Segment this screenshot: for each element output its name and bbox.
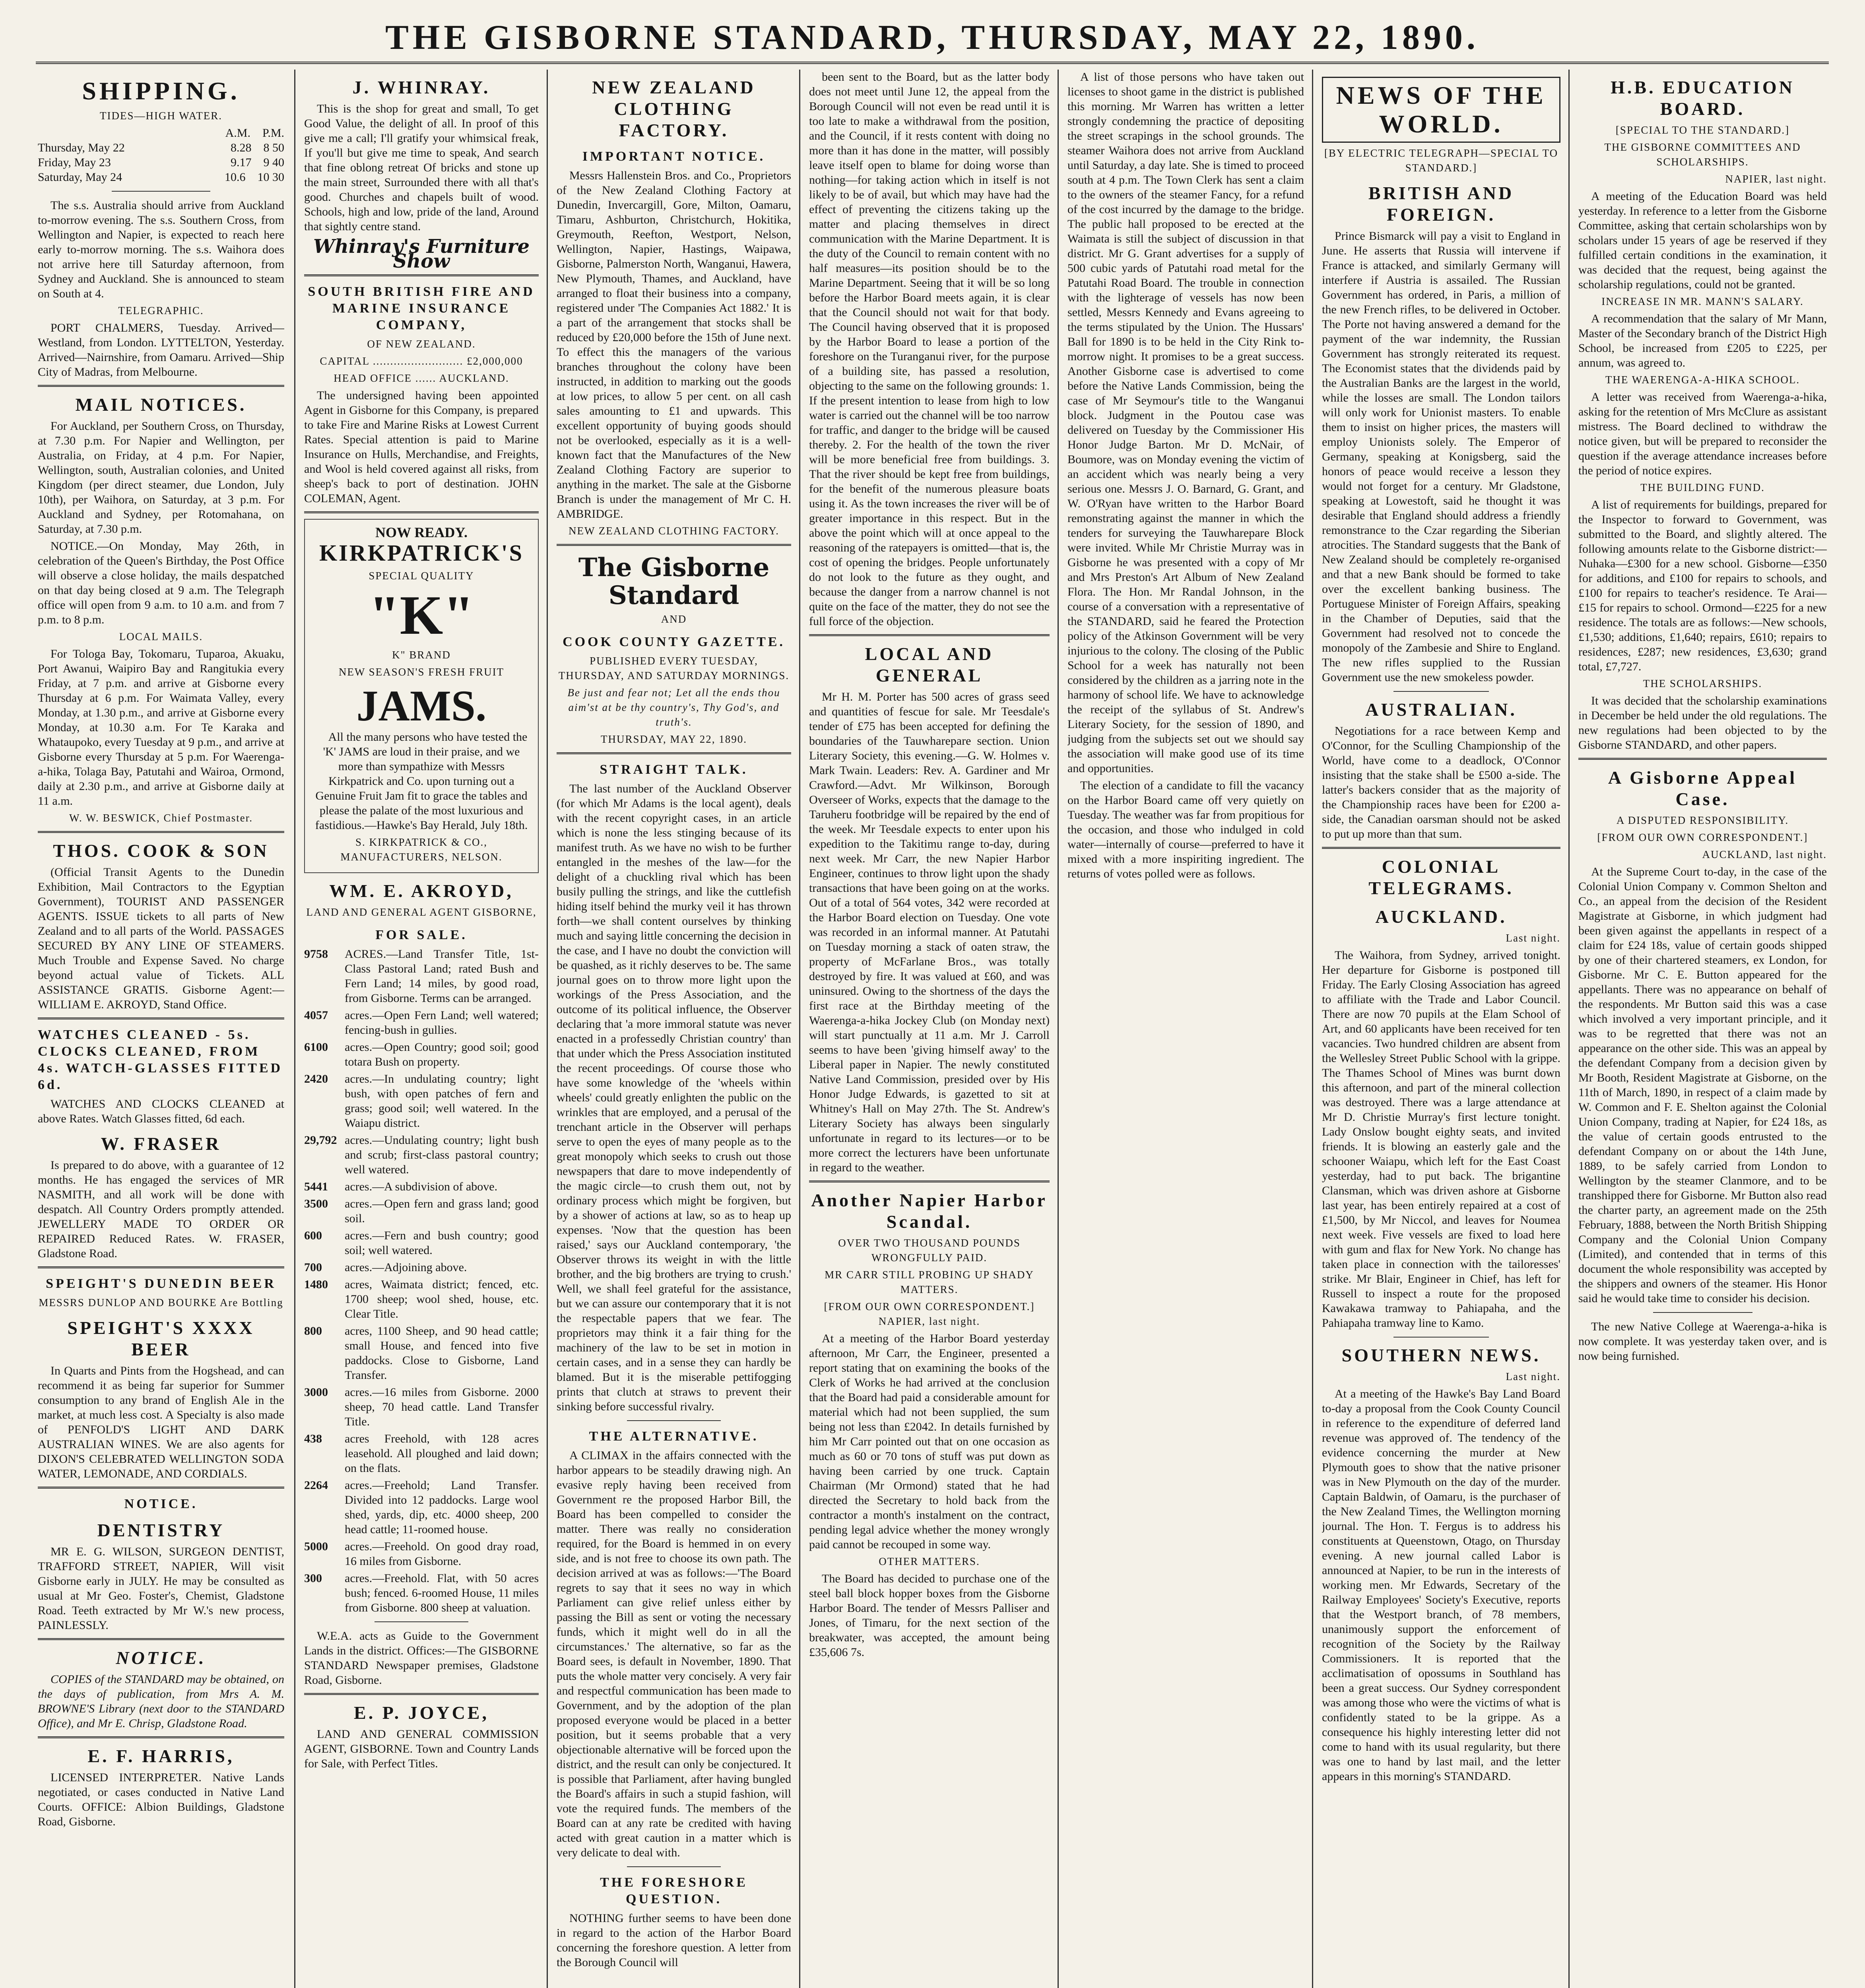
column-1: [38, 70, 284, 1988]
land-acreage: 800: [304, 1324, 322, 1338]
land-description: acres.—Freehold. Flat, with 50 acres bush; fenced. 6-roomed House, 11 miles from Gisborne. 800 sheep at valuation.: [345, 1572, 539, 1614]
column-rule: [294, 70, 295, 1988]
british-text: Prince Bismarck will pay a visit to England in June. He asserts that Russia will intervene if France is attacked, and similarly Germany will interfere if Austria is assailed. The Russian Government has ordered, in Paris, a million of the new French rifles, to be delivered in October. The Porte not having answered a demand for the payment of the war indemnity, the Russian Government has strongly reiterated its request. The Economist states that the dividends paid by the Australian Banks are the largest in the world, while the losses are small. The London tailors will only work for Unionist masters. To enable them to insist on higher prices, the masters will employ Unionists solely. The Emperor of Germany, speaking at Konigsberg, said the honors of peace would receive a lesson they would not forget for a century. Mr Gladstone, speaking at Lowestoft, said he thought it was desirable that England should address a friendly remonstrance to the Czar regarding the Siberian atrocities. The Standard suggests that the Bank of New Zealand should be completely re-organised and that a new Bank should be formed to take over the excellent banking business. The Portuguese Minister of Foreign Affairs, speaking in the Chamber of Deputies, said that the Government had resolved not to concede the monopoly of the Zambesie and Shire to England. The new rifles supplied to the Russian Government use the new smokeless powder.: [1322, 229, 1560, 684]
tides-pm-label: P.M.: [262, 126, 284, 140]
appeal-text: At the Supreme Court to-day, in the case of the Colonial Union Company v. Common Shelton and Co., an appeal from the decision of the Resident Magistrate at Gisborne, in which judgment had been given against the appellants in respect of a claim for £24 18s, value of certain goods shipped by one of their chartered steamers, ex London, for Gisborne. Mr C. E. Button appeared for the appellants. There was no appearance on behalf of the respondents. Mr Button said this was a case which involved a very important principle, and it was to be regretted that there was not an appearance on the other side. This was an appeal by the defendant Company from a decision given by Mr Booth, Resident Magistrate at Gisborne, on the 11th of March, 1890, in respect of a claim made by W. Common and F. E. Shelton against the Colonial Union Company, trading at Napier, for £24 18s, as the value of certain goods entrusted to the defendant Company on or about the 14th June, 1889, to be safely carried from London to Wellington by the steamer Clanmore, and to be transhipped there for Gisborne. Mr Button also read the charter party, an agreement made on the 25th February, 1888, between the North British Shipping Company and the Colonial Union Company (Limited), and contended that in terms of this document the whole responsibility was accepted by the shippers and owners of the steamer. His Honor said he would take time to consider his decision.: [1578, 865, 1827, 1305]
insurance-office: HEAD OFFICE ...... AUCKLAND.: [334, 372, 509, 384]
k-brand: K" BRAND: [392, 649, 451, 661]
insurance-heading: SOUTH BRITISH FIRE AND MARINE INSURANCE COMPANY,: [308, 284, 535, 332]
nz-clothing-footer: NEW ZEALAND CLOTHING FACTORY.: [569, 525, 779, 537]
speight-sub: MESSRS DUNLOP AND BOURKE Are Bottling: [39, 1297, 283, 1309]
land-acreage: 1480: [304, 1278, 328, 1291]
for-sale-heading: FOR SALE.: [375, 928, 468, 942]
waerenga-text: A letter was received from Waerenga-a-hika, asking for the retention of Mrs McClure as assistant mistress. The Board declined to withdraw the notice given, but will be prepared to reconsider the question if the average attendance increases before the period of notice expires.: [1578, 390, 1827, 477]
land-acreage: 6100: [304, 1041, 328, 1054]
land-listing: [304, 1431, 539, 1475]
other-matters-heading: OTHER MATTERS.: [879, 1555, 980, 1567]
straight-talk-text: The last number of the Auckland Observer (for which Mr Adams is the local agent), deals with the recent copyright cases, in an article which is none the less stinging because of its manifest truth. As we have no wish to be further entangled in the meshes of the law—for the delight of a chuckling rival which has been busily pulling the strings, and like the cuttlefish hiding itself behind the murky veil it has thrown forth—we shall content ourselves by thinking much and saying little concerning the decision in the case, and I have no doubt the conviction will be quashed, as it richly deserves to be. The same journal goes on to throw more light upon the workings of the Press Association, and the outcome of its political influence, the Observer declaring that 'a more immoral statute was never enacted in a professedly Christian country' than that under which the Press Association instituted the recent proceedings. Of course those who have some knowledge of the 'wheels within wheels' could greatly enlighten the public on the wrinkles that are employed, and a perusal of the trenchant article in the Observer will perhaps serve to open the eyes of many people as to the great monopoly which seeks to crush out those newspapers that dare to move independently of the magic circle—to crush them out, not by ordinary process which might be forgiven, but by a shower of actions at law, so as to heap up expenses. 'Now that the question has been raised,' says our Auckland contemporary, 'the Observer throws its weight in with the little brother, and the big brothers are trying to crush.' Well, we shall feel grateful for the assistance, but we can assure our contemporary that it is not the respectable papers that we fear. The proprietors may think it a fair thing for the machinery of the law to be set in motion in certain cases, and in a sense they can hardly be blamed. But it is the miserable pettifogging prints that clutch at straws to prevent their sinking before successful rivalry.: [557, 782, 791, 1413]
land-description: acres.—Open Country; good soil; good totara Bush on property.: [345, 1041, 539, 1068]
land-listing: [304, 1008, 539, 1037]
land-description: acres Freehold, with 128 acres leasehold. All ploughed and laid down; on the flats.: [345, 1432, 539, 1475]
cook-text: (Official Transit Agents to the Dunedin Exhibition, Mail Contractors to the Egyptian Government), TOURIST AND PASSENGER AGENTS. ISSUE tickets to all parts of New Zealand and to all parts of the World. PASSAGES SECURED BY ANY LINE OF STEAMERS. Much Trouble and Expense Saved. No charge beyond actual value of Tickets. ALL ASSISTANCE GRATIS. Gisborne Agent:—WILLIAM E. AKROYD, Stand Office.: [38, 866, 284, 1011]
land-listing: [304, 1133, 539, 1177]
land-listing: [304, 1324, 539, 1382]
napier-sub: MR CARR STILL PROBING UP SHADY MATTERS.: [825, 1269, 1034, 1295]
land-listing: [304, 947, 539, 1006]
speight-heading: SPEIGHT'S DUNEDIN BEER: [46, 1276, 276, 1291]
auckland-text: The Waihora, from Sydney, arrived tonight. Her departure for Gisborne is postponed till Friday. The Early Closing Association has agreed to affiliate with the Trade and Labor Council. There are now 70 pupils at the Elam School of Art, and 60 applicants have been received for ten vacancies. Two hundred children are absent from the Wellesley Street Public School with la grippe. The Thames School of Mines was burnt down this afternoon, and part of the mineral collection was destroyed. There was a large attendance at Mr D. Christie Murray's first lecture tonight. Lady Onslow bought eighty seats, and invited friends. It is blowing an easterly gale and the schooner Waiapu, which left for the East Coast yesterday, had to put back. The brigantine Clansman, which was driven ashore at Gisborne last year, has been entirely repaired at a cost of £1,500, by Mr Niccol, and leaves for Noumea next week. Five vessels are fixed to load here with gum and flax for New York. No change has taken place in connection with the tailoresses' strike. Mr Blair, Engineer in Chief, has left for Russell to inspect a route for the proposed Kawakawa tramway to Pahiapaha, and the Pahiapaha tramway line to Kamo.: [1322, 949, 1560, 1330]
land-acreage: 5000: [304, 1540, 328, 1553]
land-listing: [304, 1196, 539, 1226]
column-rule: [1058, 70, 1059, 1988]
land-acreage: 600: [304, 1229, 322, 1242]
hb-napier: NAPIER, last night.: [1725, 173, 1827, 185]
land-acreage: 2420: [304, 1072, 328, 1085]
land-listing: [304, 1571, 539, 1615]
kirkpatrick-name: KIRKPATRICK'S: [319, 540, 524, 566]
land-listing: [304, 1260, 539, 1275]
tide-row: Saturday, May 24 10.6 10 30: [38, 171, 284, 184]
news-by: [BY ELECTRIC TELEGRAPH—SPECIAL TO STANDARD.]: [1324, 147, 1558, 174]
land-acreage: 29,792: [304, 1134, 337, 1147]
column-2: [304, 70, 539, 1988]
column-rule: [799, 70, 800, 1988]
land-description: acres.—Open fern and grass land; good soil.: [345, 1197, 539, 1225]
hb-sub: THE GISBORNE COMMITTEES AND SCHOLARSHIPS.: [1604, 141, 1801, 168]
british-heading: BRITISH AND FOREIGN.: [1368, 183, 1514, 225]
joyce-text: LAND AND GENERAL COMMISSION AGENT, GISBORNE. Town and Country Lands for Sale, with Perfect Titles.: [304, 1728, 539, 1770]
land-listing: [304, 1539, 539, 1569]
akroyd-heading: WM. E. AKROYD,: [329, 881, 514, 901]
jams-heading: JAMS.: [356, 681, 487, 730]
column-rule: [1312, 70, 1313, 1988]
published-line: PUBLISHED EVERY TUESDAY, THURSDAY, AND SATURDAY MORNINGS.: [558, 655, 790, 681]
column-3: [557, 70, 791, 1988]
column-6: [1322, 70, 1560, 1988]
other-matters-text: The Board has decided to purchase one of the steel ball block hopper boxes from the Gisborne Harbor Board. The tender of Messrs Palliser and Jones, of Timaru, for the next section of the breakwater, was accepted, the amount being £35,606 7s.: [809, 1572, 1050, 1659]
auckland-heading: AUCKLAND.: [1375, 907, 1507, 927]
waerenga-heading: THE WAERENGA-A-HIKA SCHOOL.: [1605, 374, 1800, 386]
land-description: acres.—In undulating country; light bush, with open patches of fern and grass; good soil; well watered. In the Waiapu district.: [345, 1072, 539, 1130]
fraser-text: Is prepared to do above, with a guarantee of 12 months. He has engaged the services of MR NASMITH, and all work will be done with despatch. All Country Orders promptly attended. JEWELLERY MADE TO ORDER OR REPAIRED Reduced Rates. W. FRASER, Gladstone Road.: [38, 1159, 284, 1260]
shipping-heading: SHIPPING.: [82, 77, 240, 105]
column-5: [1067, 70, 1304, 1988]
land-list: [304, 947, 539, 1615]
napier-heading: Another Napier Harbor Scandal.: [811, 1190, 1048, 1232]
land-listing: [304, 1179, 539, 1194]
notice-heading: NOTICE.: [124, 1497, 198, 1511]
kirkpatrick-ad: [304, 519, 539, 873]
mail-notices-heading: MAIL NOTICES.: [75, 394, 247, 415]
mail-text: NOTICE.—On Monday, May 26th, in celebration of the Queen's Birthday, the Post Office will observe a close holiday, the mails despatched on that day being closed at 9 a.m. The Telegraph office will open from 9 a.m. to 10 a.m. and from 7 p.m. to 8 p.m.: [38, 540, 284, 626]
land-listing: [304, 1072, 539, 1130]
insurance-sub: OF NEW ZEALAND.: [367, 338, 476, 350]
land-acreage: 3500: [304, 1197, 328, 1210]
harris-heading: E. F. HARRIS,: [87, 1746, 235, 1766]
hb-special: [SPECIAL TO THE STANDARD.]: [1615, 124, 1790, 136]
land-acreage: 700: [304, 1261, 322, 1274]
nameplate-sub: COOK COUNTY GAZETTE.: [563, 635, 785, 649]
notice-heading: NOTICE.: [116, 1648, 206, 1668]
land-listing: [304, 1277, 539, 1321]
foreshore-heading: THE FORESHORE QUESTION.: [600, 1875, 748, 1906]
nameplate-and: AND: [661, 613, 687, 625]
southern-text: At a meeting of the Hawke's Bay Land Board to-day a proposal from the Cook County Council in reference to the expenditure of deferred land revenue was approved of. The tendency of the evidence concerning the murder at New Plymouth goes to show that the native prisoner was in New Plymouth on the day of the murder. Captain Baldwin, of Oamaru, is the purchaser of the New Zealand Times, the Wellington morning journal. The Hon. T. Fergus is to address his constituents at Queenstown, Otago, on Thursday evening. A new journal called Labor is announced at Napier, to be run in the interests of working men. Mr Edwards, Secretary of the Railway Employees' Society's Executive, reports that the Westport branch, of 78 members, unanimously support the enforcement of recognition of the Society by the Railway Commissioners. It is reported that the acclimatisation of opossums in Southland has been a great success. Our Sydney correspondent was among those who were the victims of what is confidently stated to be la grippe. As a consequence his highly interesting letter did not come to hand with its usual regularity, but there was one to hand by last mail, and the letter appears in this morning's STANDARD.: [1322, 1387, 1560, 1783]
land-listing: [304, 1228, 539, 1258]
masthead: THE GISBORNE STANDARD, THURSDAY, MAY 22, 1890.: [36, 14, 1829, 64]
wea-text: W.E.A. acts as Guide to the Government Lands in the district. Offices:—The GISBORNE STANDARD Newspaper premises, Gladstone Road, Gisborne.: [304, 1629, 539, 1687]
tides-heading: TIDES—HIGH WATER.: [100, 110, 222, 122]
column-rule: [547, 70, 548, 1988]
article-text: been sent to the Board, but as the latter body does not meet until June 12, the appeal from the Borough Council will not even be read until it is too late to make a withdrawal from the position, and the Council, if it rests content with doing no more than it has done in the matter, will possibly leave itself open to blame for doing worse than nothing—for taking action which in itself is not likely to be of avail, but which may have had the effect of preventing the citizens taking up the matter and placing themselves in direct communication with the Marine Department. It is the duty of the Council to remain content with no half measures—its position should be to the Marine Department. Seeing that it will be so long before the Harbor Board meets again, it is clear that the Council should not wait for that body. The Council having observed that it is proposed by the Harbor Board to lease a portion of the foreshore on the Turanganui river, for the purpose of a building site, has passed a resolution, objecting to the same on the following grounds: 1. If the present intention to lease from high to low water is carried out the channel will be too narrow for traffic, and danger to the bridge will be caused thereby. 2. For the health of the town the river will be more beneficial free from buildings. 3. That the river should be kept free from buildings, for the benefit of the numerous pleasure boats using it. As the town increases the river will be of greater importance in this respect. But in the above the point which will at once appeal to the reasoning of the ratepayers is omitted—that is, the cost of opening the bridges. People unfortunately do not look to the future as they ought, and because the danger from a narrow channel is not quite on the face of the matter, they do not see the full force of the objection.: [809, 70, 1050, 628]
postmaster-signature: W. W. BESWICK, Chief Postmaster.: [69, 812, 253, 824]
colonial-heading: COLONIAL TELEGRAMS.: [1368, 856, 1514, 898]
k-letter: "K": [369, 584, 474, 646]
land-acreage: 438: [304, 1432, 322, 1445]
tide-row: Friday, May 23 9.17 9 40: [38, 156, 284, 169]
column-rule: [1568, 70, 1570, 1988]
cook-heading: THOS. COOK & SON: [53, 841, 269, 861]
napier-text: At a meeting of the Harbor Board yesterday afternoon, Mr Carr, the Engineer, presented a report stating that on examining the books of the Clerk of Works he had arrived at the conclusion that the Board had paid a considerable amount for material which had not been supplied, the sum being not less than £2042. In details furnished by him Mr Carr pointed out that on one occasion as much as 60 or 70 tons of stuff was put down as having been carried by one truck. Captain Chairman (Mr Ormond) stated that he had directed the Secretary to hold back from the contractor a month's instalment on the contract, pending legal advice whether the money wrongly paid cannot be recouped in some way.: [809, 1332, 1050, 1551]
auckland-last-night: Last night.: [1506, 932, 1560, 944]
land-description: acres.—16 miles from Gisborne. 2000 sheep, 70 head cattle. Land Transfer Title.: [345, 1386, 539, 1428]
insurance-capital: CAPITAL .......................... £2,000,000: [320, 355, 523, 367]
telegraphic-heading: TELEGRAPHIC.: [118, 305, 204, 316]
scholarships-heading: THE SCHOLARSHIPS.: [1643, 678, 1762, 689]
appeal-auckland: AUCKLAND, last night.: [1702, 848, 1827, 860]
tides-am-label: A.M.: [225, 126, 250, 140]
nameplate: The Gisborne Standard: [578, 553, 770, 610]
appeal-sub: A DISPUTED RESPONSIBILITY.: [1616, 814, 1789, 826]
foreshore-text: NOTHING further seems to have been done in regard to the action of the Harbor Board concerning the foreshore question. A letter from the Borough Council will: [557, 1912, 791, 1969]
dentistry-text: MR E. G. WILSON, SURGEON DENTIST, TRAFFORD STREET, NAPIER, Will visit Gisborne early in JULY. He may be consulted as usual at Mr Geo. Foster's, Chemist, Gladstone Road. Teeth extracted by Mr W.'s new process, PAINLESSLY.: [38, 1545, 284, 1632]
important-notice: IMPORTANT NOTICE.: [582, 149, 766, 164]
harris-text: LICENSED INTERPRETER. Native Lands negotiated, or cases conducted in Native Land Courts. OFFICE: Albion Buildings, Gladstone Road, Gisborne.: [38, 1771, 284, 1828]
tide-row: Thursday, May 22 8.28 8 50: [38, 141, 284, 154]
straight-talk-heading: STRAIGHT TALK.: [600, 762, 748, 777]
column-7: [1578, 70, 1827, 1988]
land-acreage: 4057: [304, 1009, 328, 1022]
shipping-text: The s.s. Australia should arrive from Auckland to-morrow evening. The s.s. Southern Cross, from Wellington and Napier, is expected to reach here early to-morrow morning. The s.s. Waihora does not arrive here till Saturday afternoon, from Sydney and Auckland. She is announced to steam on South at 4.: [38, 199, 284, 300]
column-4: [809, 70, 1050, 1988]
land-description: acres.—Adjoining above.: [345, 1261, 467, 1274]
local-mails-heading: LOCAL MAILS.: [119, 631, 203, 643]
copies-text: COPIES of the STANDARD may be obtained, on the days of publication, from Mrs A. M. BROWNE'S Library (next door to the STANDARD Office), and Mr E. Chrisp, Gladstone Road.: [38, 1673, 284, 1730]
australian-text: Negotiations for a race between Kemp and O'Connor, for the Sculling Championship of the World, have come to a deadlock, O'Connor insisting that the stake shall be £500 a-side. The latter's backers consider that as the majority of the Championship races have been for £200 a-side, the Canadian oarsman should not be asked to put up more than that sum.: [1322, 724, 1560, 841]
scholarships-text: It was decided that the scholarship examinations in December be held under the old regulations. The new regulations had been objected to by the Gisborne STANDARD, and other papers.: [1578, 694, 1827, 751]
land-description: acres, 1100 Sheep, and 90 head cattle; small House, and fenced into five paddocks. Close to Gisborne, Land Transfer.: [345, 1324, 539, 1382]
alternative-text: A CLIMAX in the affairs connected with the harbor appears to be steadily drawing nigh. An evasive reply having been received from Government re the proposed Harbor Bill, the Board has been compelled to consider the matter. There was really no consideration required, for the Board is hemmed in on every side, and is not free to choose its own path. The decision arrived at was as follows:—'The Board regrets to say that it sees no way in which Parliament can give relief unless either by passing the Bill as sent or voting the necessary funds, which it might well do in all the circumstances.' The alternative, so far as the Board sees, is default in November, 1890. That puts the whole matter very concisely. A very fair and respectful communication has been made to Government, and by the adoption of the plan proposed everyone would be placed in a better position, but it seems probable that a very objectionable alternative will be forced upon the district, and the result can only be conjectured. It is possible that Parliament, after having bungled the Board's affairs in such a stupid fashion, will vote the required funds. The members of the Board can at any rate be credited with having acted with great caution in a matter which is very delicate to deal with.: [557, 1449, 791, 1859]
land-acreage: 300: [304, 1572, 322, 1585]
motto: Be just and fear not; Let all the ends thou aim'st at be thy country's, Thy God's, and truth's.: [567, 687, 780, 728]
appeal-from: [FROM OUR OWN CORRESPONDENT.]: [1597, 831, 1808, 843]
increase-text: A recommendation that the salary of Mr Mann, Master of the Secondary branch of the District High School, be increased from £205 to £225, per annum, was agreed to.: [1578, 312, 1827, 369]
whinray-heading: J. WHINRAY.: [352, 77, 491, 97]
land-listing: [304, 1385, 539, 1429]
appeal-heading: A Gisborne Appeal Case.: [1608, 767, 1797, 809]
hb-education-heading: H.B. EDUCATION BOARD.: [1611, 77, 1795, 119]
mail-text: For Tologa Bay, Tokomaru, Tuparoa, Akuaku, Port Awanui, Waipiro Bay and Rangitukia every Friday, at 7 p.m. and arrive at Gisborne every Thursday at 6 p.m. For Waimata Valley, every Monday, at 1.30 p.m., and arrive at Gisborne every Monday, at 10.30 a.m. For Te Karaka and Whataupoko, every Tuesday at 9 p.m., and arrive at Gisborne every Thursday at 5 p.m. For Waerenga-a-hika, Tolaga Bay, Patutahi and Wairoa, Ormond, daily at 2.30 p.m., and arrive at Gisborne daily at 11 a.m.: [38, 647, 284, 808]
land-acreage: 3000: [304, 1386, 328, 1399]
native-college-text: The new Native College at Waerenga-a-hika is now complete. It was yesterday taken over, and is now being furnished.: [1578, 1320, 1827, 1363]
speight-text: In Quarts and Pints from the Hogshead, and can recommend it as being far superior for Summer consumption to any brand of English Ale in the market, at much less cost. A Specialty is also made of PENFOLD'S LIGHT AND DARK AUSTRALIAN WINES. We are also agents for DIXON'S CELEBRATED WELLINGTON SODA WATER, LEMONADE, AND CORDIALS.: [38, 1364, 284, 1480]
land-description: acres.—A subdivision of above.: [345, 1180, 498, 1193]
issue-date: THURSDAY, MAY 22, 1890.: [600, 733, 747, 745]
land-description: acres.—Fern and bush country; good soil; well watered.: [345, 1229, 539, 1257]
watches-text: WATCHES AND CLOCKS CLEANED at above Rates. Watch Glasses fitted, 6d each.: [38, 1097, 284, 1125]
land-acreage: 5441: [304, 1180, 328, 1193]
nz-clothing-heading: NEW ZEALAND CLOTHING FACTORY.: [592, 77, 756, 140]
nz-clothing-text: Messrs Hallenstein Bros. and Co., Proprietors of the New Zealand Clothing Factory at Dunedin, Invercargill, Gore, Milton, Oamaru, Timaru, Ashburton, Christchurch, Hokitika, Greymouth, Reefton, Westport, Nelson, Wellington, Napier, Hastings, Waipawa, Gisborne, Palmerston North, Wanganui, Hawera, New Plymouth, Thames, and Auckland, have arranged to float their business into a company, registered under 'The Companies Act 1882.' It is a part of the arrangement that stocks shall be reduced by £20,000 before the 15th of June next. To effect this the managers of the various branches throughout the colony have been instructed, in addition to marking out the goods at low prices, to allow 5 per cent. on all cash sales amounting to £1 and upwards. This excellent opportunity of buying goods should not be overlooked, especially as it is a well-known fact that the Manufactures of the New Zealand Clothing Factory are superior to anything in the market. The sale at the Gisborne Branch is under the management of Mr C. H. AMBRIDGE.: [557, 169, 791, 520]
watches-heading: WATCHES CLEANED - 5s. CLOCKS CLEANED, FROM 4s. WATCH-GLASSES FITTED 6d.: [38, 1027, 283, 1092]
local-general-heading: LOCAL AND GENERAL: [865, 644, 994, 685]
land-listing: [304, 1040, 539, 1069]
land-description: acres, Waimata district; fenced, etc. 1700 sheep; wool shed, house, etc. Clear Title.: [345, 1278, 539, 1320]
special-quality: SPECIAL QUALITY: [369, 570, 474, 582]
land-description: acres.—Open Fern Land; well watered; fencing-bush in gullies.: [345, 1009, 539, 1037]
whinray-poem: This is the shop for great and small, To get Good Value, the delight of all. In proof of this give me a call; I'll gratify your whimsical freak, If you'll but give me time to speak, And search that fine oblong retreat Of bricks and stone up the main street, Surrounded there with all that's good. Churches and chapels built of wood. Schools, high and low, pride of the land, Around that sightly centre stand.: [304, 102, 539, 233]
alternative-heading: THE ALTERNATIVE.: [589, 1429, 759, 1444]
tides-header-row: [38, 126, 284, 140]
fraser-heading: W. FRASER: [101, 1134, 221, 1154]
telegraphic-text: PORT CHALMERS, Tuesday. Arrived—Westland, from London. LYTTELTON, Yesterday. Arrived—Nairnshire, from Oamaru. Arrived—Ship City of Madras, from Melbourne.: [38, 321, 284, 379]
australian-heading: AUSTRALIAN.: [1365, 699, 1517, 720]
whinray-furniture-show: Whinray's Furniture Show: [313, 235, 530, 272]
dentistry-heading: DENTISTRY: [97, 1520, 225, 1540]
building-text: A list of requirements for buildings, prepared for the Inspector to forward to Government, was submitted to the Board, and slightly altered. The following amounts relate to the Gisborne district:—Nuhaka—£300 for a new school. Gisborne—£350 for additions, and £100 for repairs to schools, and £100 for repairs to teacher's residence. Te Arai—£15 for repairs to school. Ormond—£225 for a new residence. The totals are as follows:—New schools, £1,530; additions, £1,640; repairs, £610; repairs to residences, £287; new residences, £3,630; grand total, £7,727.: [1578, 498, 1827, 673]
southern-heading: SOUTHERN NEWS.: [1341, 1345, 1541, 1365]
land-acreage: 2264: [304, 1479, 328, 1492]
mail-text: For Auckland, per Southern Cross, on Thursday, at 7.30 p.m. For Napier and Wellington, per Australia, on Friday, at 4 p.m. For Napier, Wellington, south, Australian colonies, and United Kingdom (per direct steamer, due London, July 10th), per Waihora, on Saturday, at 3 p.m. For Auckland and Sydney, per Rotomahana, on Saturday, at 7.30 p.m.: [38, 419, 284, 536]
article-text: The election of a candidate to fill the vacancy on the Harbor Board came off very quietly on Tuesday. The weather was far from propitious for the occasion, and those who indulged in cold water—internally of course—preferred to have it mixed with a more inspiriting ingredient. The returns of votes polled were as follows.: [1067, 779, 1304, 880]
land-description: acres.—Freehold; Land Transfer. Divided into 12 paddocks. Large wool shed, yards, dip, etc. 4000 sheep, 200 head cattle; 11-roomed house.: [345, 1479, 539, 1536]
southern-last-night: Last night.: [1506, 1371, 1560, 1382]
land-description: acres.—Freehold. On good dray road, 16 miles from Gisborne.: [345, 1540, 539, 1568]
insurance-text: The undersigned having been appointed Agent in Gisborne for this Company, is prepared to take Fire and Marine Risks at Lowest Current Rates. Special attention is paid to Marine Insurance on Hulls, Merchandise, and Freights, and Wool is held covered against all risks, from sheep's back to port of destination. JOHN COLEMAN, Agent.: [304, 389, 539, 505]
akroyd-sub: LAND AND GENERAL AGENT GISBORNE,: [306, 906, 537, 918]
new-season: NEW SEASON'S FRESH FRUIT: [338, 666, 505, 678]
article-text: A list of those persons who have taken out licenses to shoot game in the district is published this morning. Mr Warren has written a letter strongly condemning the practice of depositing the street scrapings in the school grounds. The steamer Waihora does not arrive from Auckland until Saturday, a day late. She is timed to proceed south at 4 p.m. The Town Clerk has sent a claim to the owners of the steamer Fancy, for a refund of the cost incurred by the damage to the bridge. The public hall proposed to be erected at the Waimata is still the subject of discussion in that district. Mr G. Grant advertises for a supply of 500 cubic yards of Patutahi road metal for the Patutahi Road Board. The trouble in connection with the lighterage of vessels has now been settled, Messrs Kennedy and Evans agreeing to the terms stipulated by the Union. The Hussars' Ball for 1890 is to be held in the City Rink to-morrow night. It promises to be a great success. Another Gisborne case is advertised to come before the Native Lands Commission, being the case of Mr Seymour's title to the Wanganui block. Judgment in the Poutou case was delivered on Tuesday by the Commissioner His Honor Judge Barton. Mr D. McNair, of Boumore, was on Monday evening the victim of an accident which was nearly being a very serious one. Messrs J. O. Barnard, G. Grant, and W. O'Ryan have written to the Harbor Board remonstrating against the manner in which the tenders for surveying the Tauwharepare Block were invited. While Mr Christie Murray was in Gisborne he was presented with a copy of Mr and Mrs Preston's Art Album of New Zealand Flora. The Hon. Mr Randal Johnson, in the course of a conversation with a representative of the STANDARD, said he feared the Protection policy of the Atkinson Government will be very injurious to the colony. The closing of the Public School for a week has naturally not been considered by the children as a jarring note in the harmony of school life. We have to acknowledge the receipt of the syllabus of St. Andrew's Literary Society, for the session of 1890, and judging from the subjects set out we should say the association will make good use of its time and opportunities.: [1067, 70, 1304, 775]
land-description: acres.—Undulating country; light bush and scrub; first-class pastoral country; well watered.: [345, 1134, 539, 1176]
napier-sub: OVER TWO THOUSAND POUNDS WRONGFULLY PAID.: [838, 1237, 1021, 1264]
land-description: ACRES.—Land Transfer Title, 1st-Class Pastoral Land; rated Bush and Fern Land; 14 miles, by good road, from Gisborne. Terms can be arranged.: [345, 947, 539, 1005]
article-text: Mr H. M. Porter has 500 acres of grass seed and quantities of fescue for sale. Mr Teesdale's tender of £75 has been accepted for defining the boundaries of the Tauwharepare section. Union Literary Society, this evening.—G. W. Holmes v. Mark Twain. Leaders: Rev. A. Gardiner and Mr Crawford.—Advt. Mr Wilkinson, Borough Overseer of Works, expects that the damage to the Taruheru footbridge will be repaired by the end of the week. Mr Teesdale expects to enter upon his expedition to the Takitimu range to-day, during next week. Mr Carr, the new Napier Harbor Engineer, continues to throw light upon the shady transactions that have been going on at the works. Out of a total of 564 votes, 342 were recorded at the Harbor Board election on Tuesday. One vote was recorded in an informal manner. At Patutahi on Tuesday morning a stack of oaten straw, the property of McFarlane Bros., was totally destroyed by fire. It was valued at £60, and was uninsured. Owing to the shortness of the days the first race at the Birthday meeting of the Waerenga-a-hika Jockey Club (on Monday next) will start punctually at 11 a.m. Mr J. Carroll seems to have been 'giving himself away' to the Liberal paper in Napier. The newly constituted Native Land Commission, presided over by His Honor Judge Edwards, is gazetted to sit at Whitney's Hall on May 27th. The St. Andrew's Literary Society has always been singularly unfortunate in regard to its lectures—or to be more correct the lecturers have been unfortunate in regard to the weather.: [809, 690, 1050, 1174]
now-ready: NOW READY.: [375, 524, 468, 540]
kirk-maker: S. KIRKPATRICK & CO., MANUFACTURERS, NELSON.: [340, 836, 503, 863]
building-heading: THE BUILDING FUND.: [1640, 481, 1765, 493]
increase-heading: INCREASE IN MR. MANN'S SALARY.: [1601, 295, 1804, 307]
napier-from: [FROM OUR OWN CORRESPONDENT.] NAPIER, last night.: [824, 1301, 1035, 1327]
land-listing: [304, 1478, 539, 1537]
land-acreage: 9758: [304, 947, 328, 961]
jams-text: All the many persons who have tested the 'K' JAMS are loud in their praise, and we more than sympathize with Messrs Kirkpatrick and Co. upon turning out a Genuine Fruit Jam fit to grace the tables and please the palate of the most luxurious and fastidious.—Hawke's Bay Herald, July 18th.: [315, 730, 528, 832]
news-of-the-world-heading: NEWS OF THE WORLD.: [1322, 77, 1560, 143]
hb-text: A meeting of the Education Board was held yesterday. In reference to a letter from the Gisborne Committee, asking that certain scholarships won by scholars under 15 years of age be reserved if they fulfilled certain conditions in the examination, it was decided that the request, being against the scholarship regulations, could not be granted.: [1578, 190, 1827, 291]
speight-beer: SPEIGHT'S XXXX BEER: [67, 1318, 255, 1359]
joyce-heading: E. P. JOYCE,: [354, 1703, 489, 1723]
